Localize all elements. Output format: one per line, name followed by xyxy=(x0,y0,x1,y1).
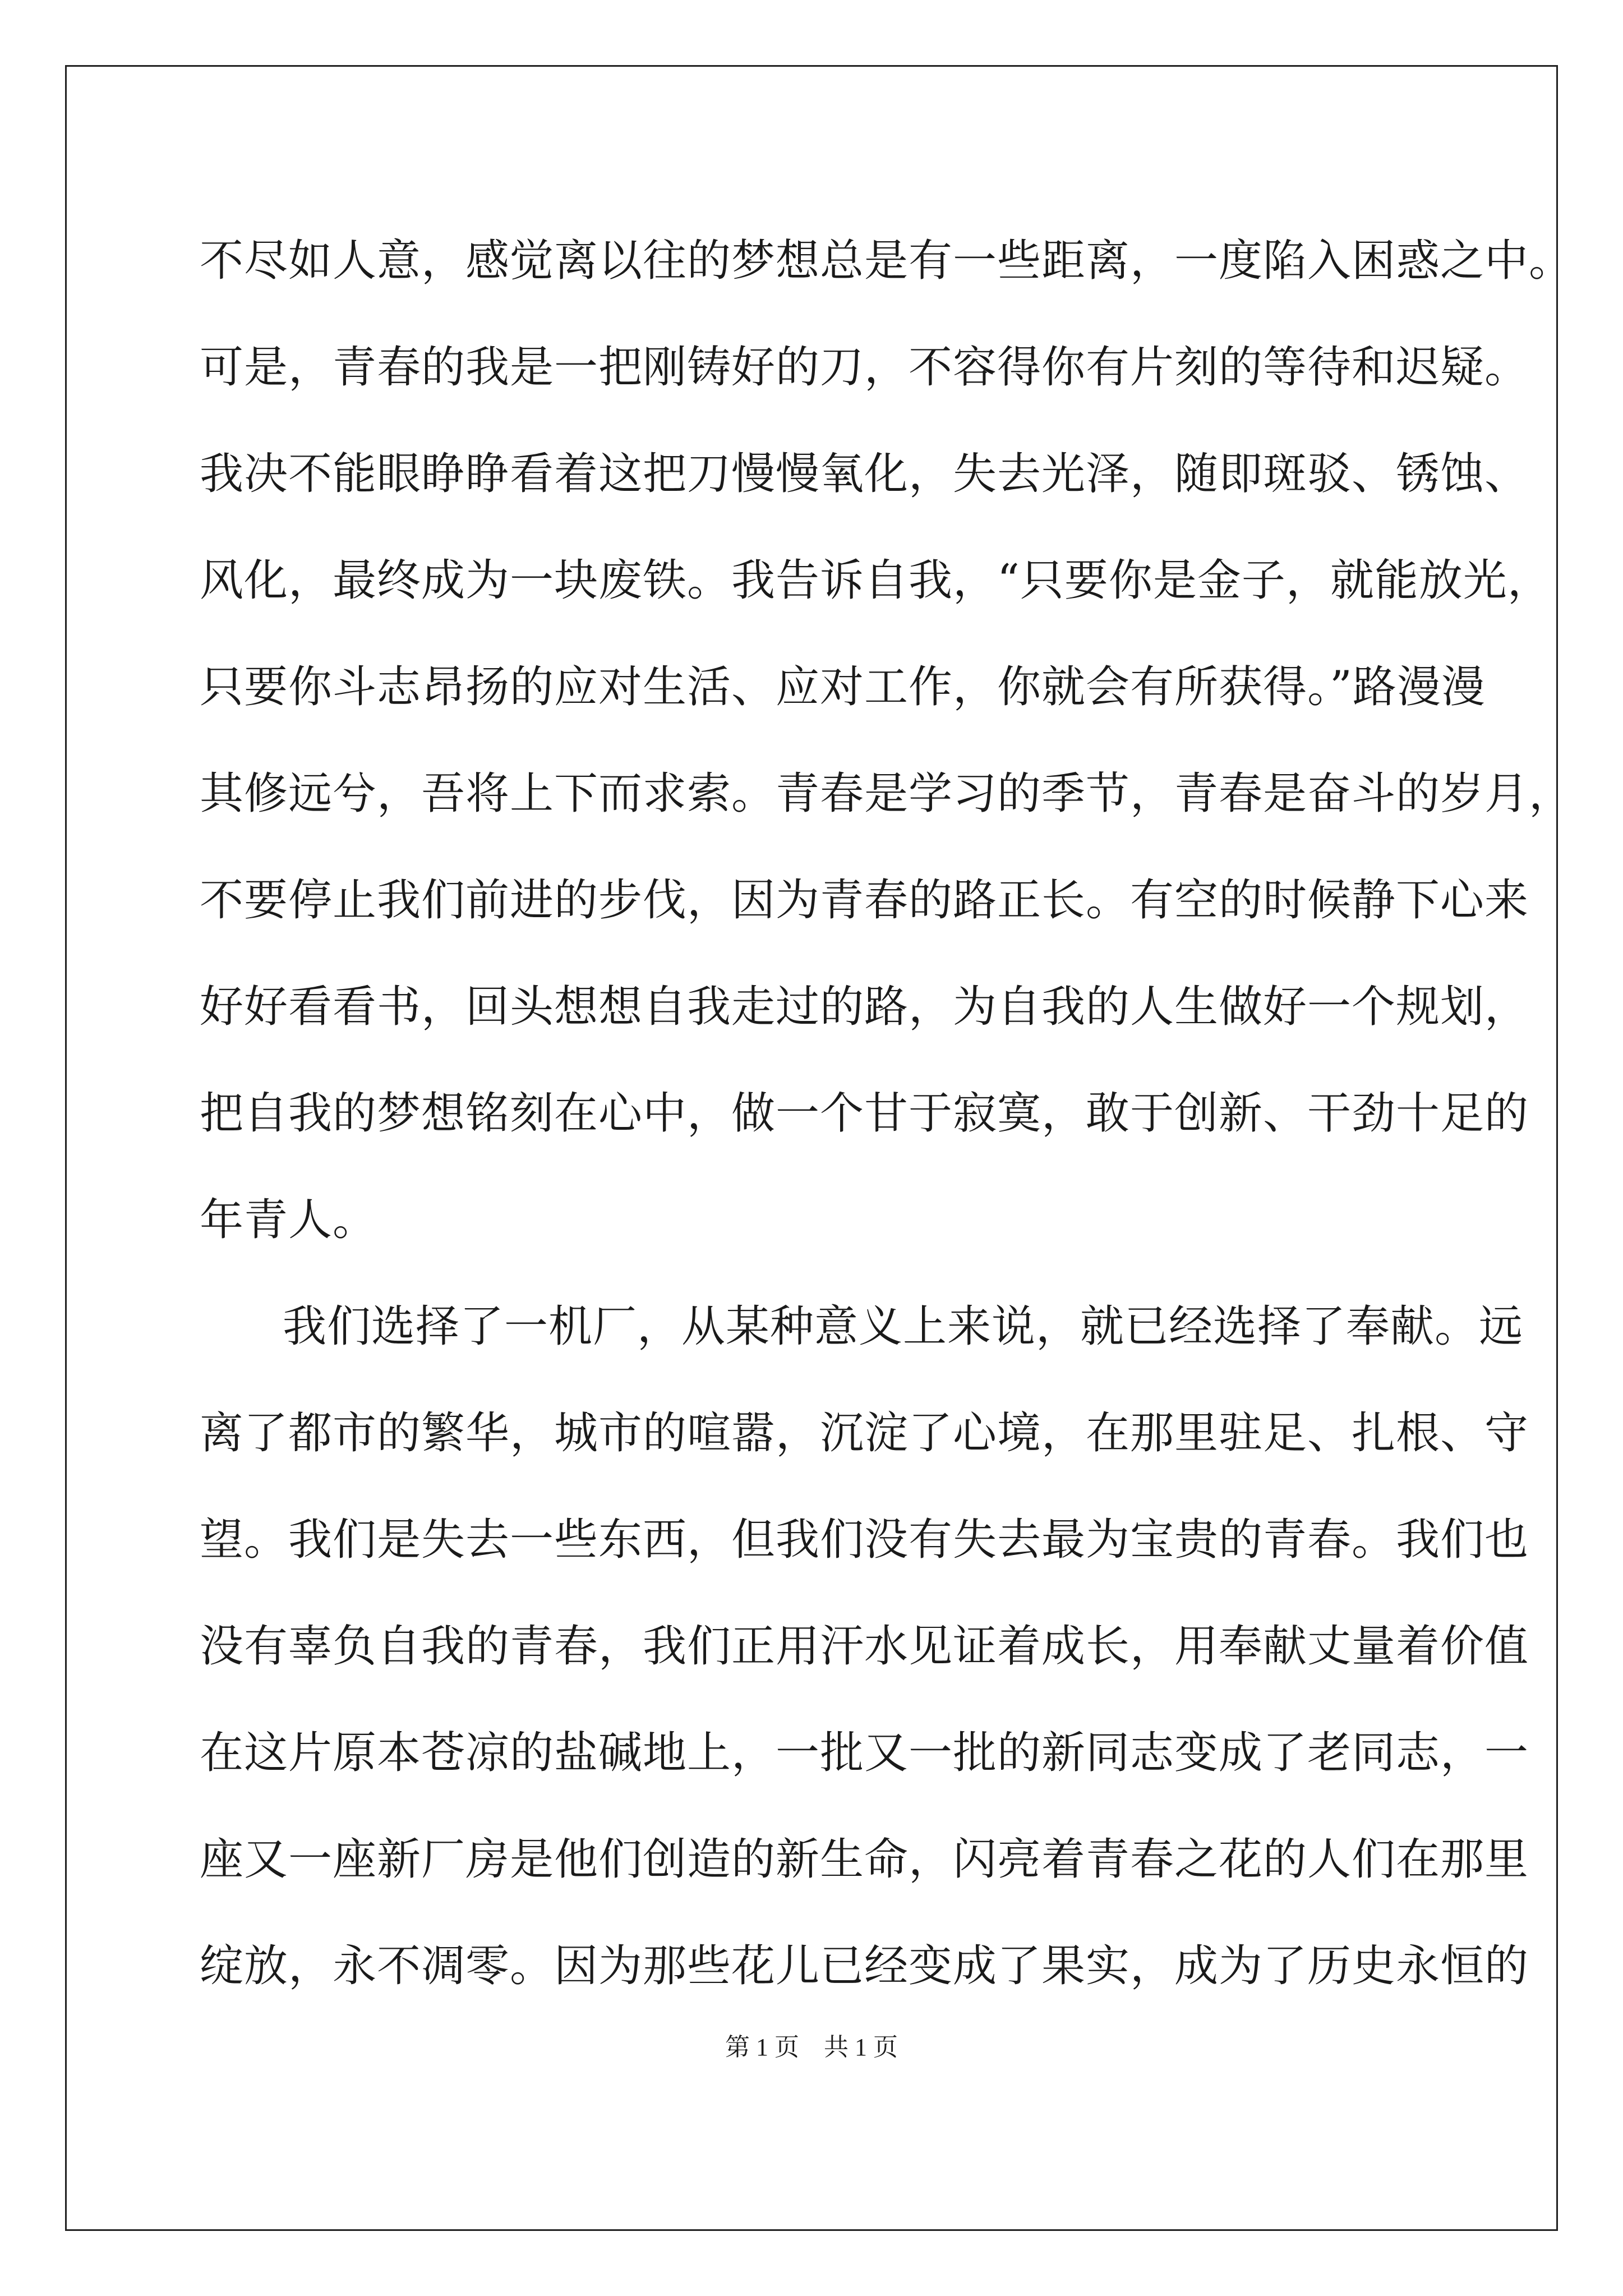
page-number-footer: 第 1 页 共 1 页 xyxy=(725,2033,898,2061)
text-line: 离了都市的繁华，城市的喧嚣，沉淀了心境，在那里驻足、扎根、守 xyxy=(200,1408,1529,1458)
text-line: 不要停止我们前进的步伐，因为青春的路正长。有空的时候静下心来 xyxy=(200,875,1529,926)
text-line: 把自我的梦想铭刻在心中，做一个甘于寂寞，敢于创新、干劲十足的 xyxy=(200,1088,1529,1139)
text-line: 没有辜负自我的青春，我们正用汗水见证着成长，用奉献丈量着价值 xyxy=(200,1621,1529,1672)
text-line: 风化，最终成为一块废铁。我告诉自我，“只要你是金子，就能放光， xyxy=(200,555,1552,606)
text-line: 望。我们是失去一些东西，但我们没有失去最为宝贵的青春。我们也 xyxy=(200,1515,1529,1565)
document-body xyxy=(200,208,1574,2019)
text-line: 座又一座新厂房是他们创造的新生命，闪亮着青春之花的人们在那里 xyxy=(200,1834,1529,1885)
text-line: 只要你斗志昂扬的应对生活、应对工作，你就会有所获得。”路漫漫 xyxy=(200,662,1486,712)
text-line: 好好看看书，回头想想自我走过的路，为自我的人生做好一个规划， xyxy=(200,982,1529,1032)
text-line: 可是，青春的我是一把刚铸好的刀，不容得你有片刻的等待和迟疑。 xyxy=(200,342,1529,393)
text-line: 在这片原本苍凉的盐碱地上，一批又一批的新同志变成了老同志，一 xyxy=(200,1728,1529,1778)
paragraph-first-line: 我们选择了一机厂，从某种意义上来说，就已经选择了奉献。远 xyxy=(283,1301,1524,1352)
text-line: 其修远兮，吾将上下而求索。青春是学习的季节，青春是奋斗的岁月， xyxy=(200,769,1574,819)
text-line: 年青人。 xyxy=(200,1195,377,1245)
text-line: 我决不能眼睁睁看着这把刀慢慢氧化，失去光泽，随即斑驳、锈蚀、 xyxy=(200,449,1529,499)
text-line: 不尽如人意，感觉离以往的梦想总是有一些距离，一度陷入困惑之中。 xyxy=(200,236,1574,286)
text-line: 绽放，永不凋零。因为那些花儿已经变成了果实，成为了历史永恒的 xyxy=(200,1941,1529,1991)
